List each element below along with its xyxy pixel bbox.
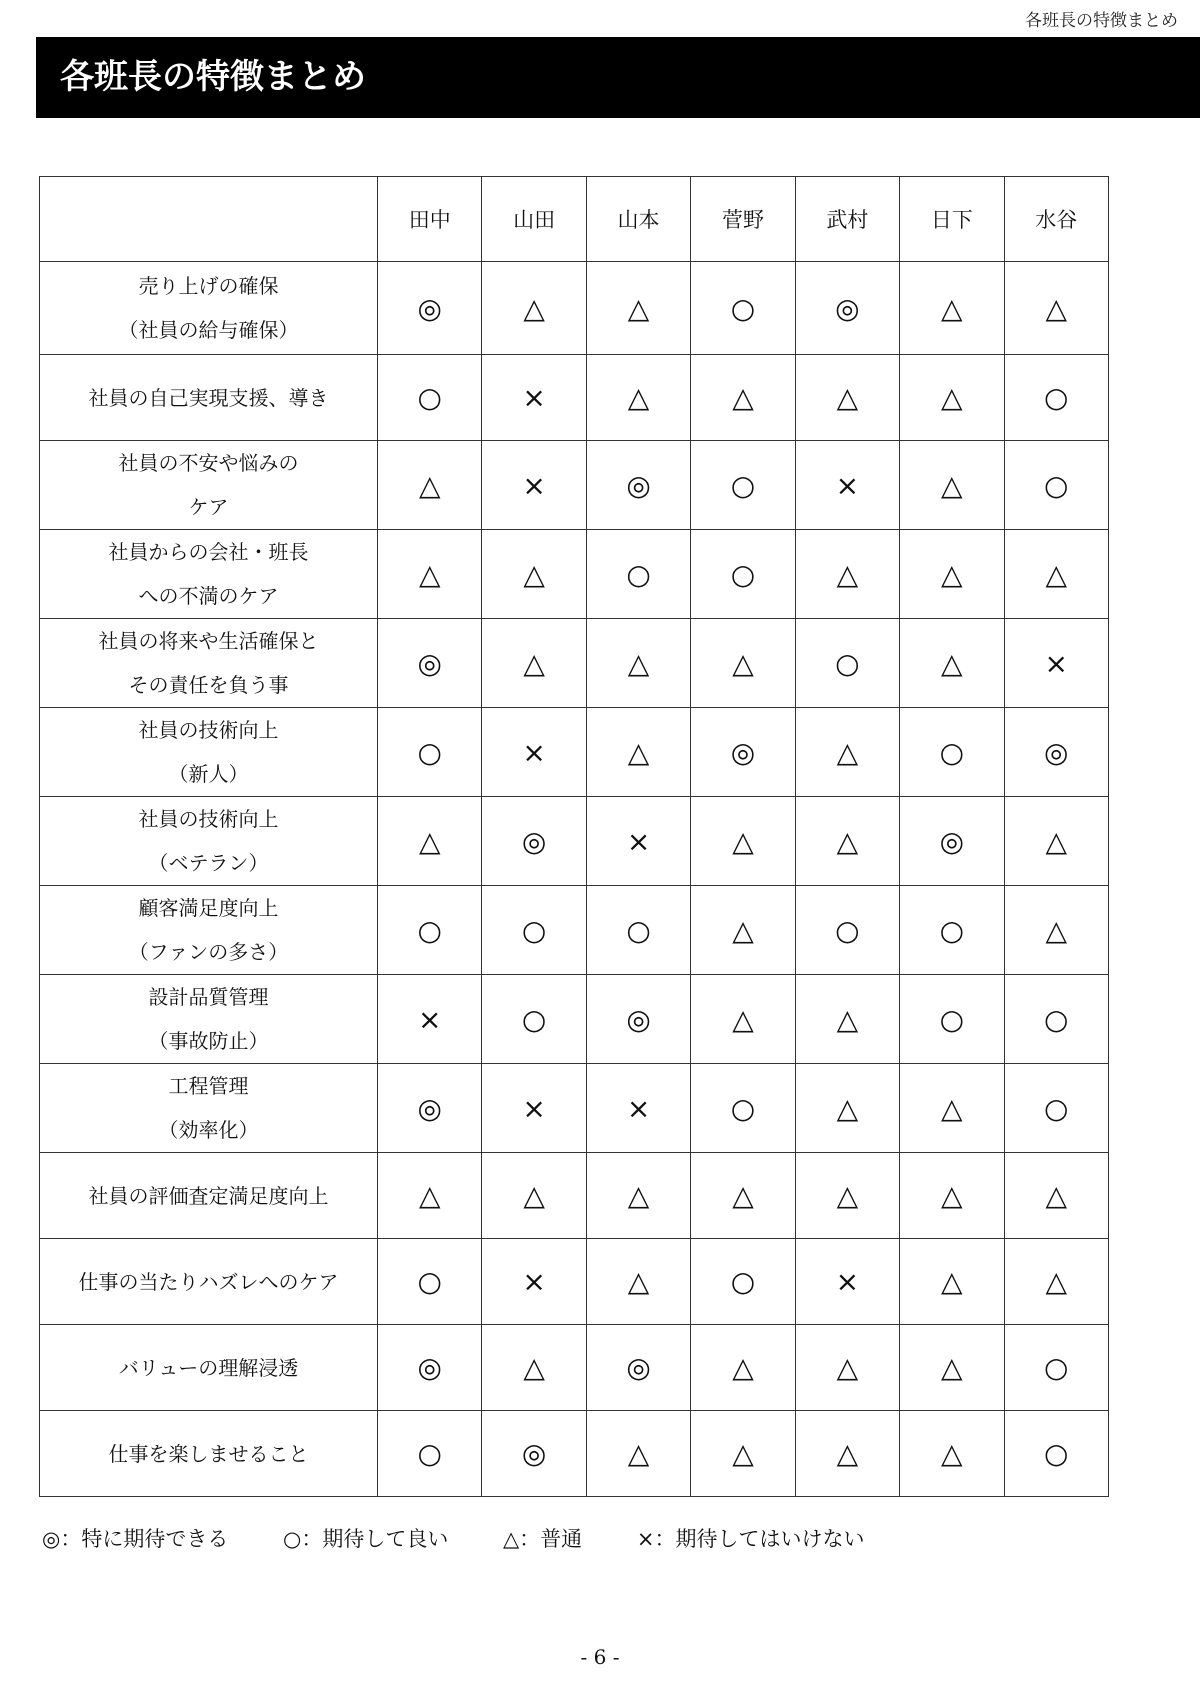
rating-mark: ○: [691, 1064, 795, 1153]
rating-mark: △: [1004, 1239, 1108, 1325]
rating-mark: ◎: [795, 262, 899, 355]
criteria-line: （ファンの多さ）: [128, 940, 289, 964]
rating-mark: △: [482, 262, 586, 355]
rating-mark: ○: [1004, 355, 1108, 441]
rating-mark: ○: [482, 886, 586, 975]
table-row: [40, 708, 1109, 797]
page-number: - 6 -: [580, 1645, 620, 1669]
rating-mark: △: [1004, 886, 1108, 975]
rating-mark: ◎: [378, 1325, 482, 1411]
rating-mark: ○: [378, 708, 482, 797]
leader-header: 田中: [378, 177, 482, 262]
criteria-line: 顧客満足度向上: [138, 896, 279, 920]
leader-header: 水谷: [1004, 177, 1108, 262]
rating-mark: ○: [586, 530, 690, 619]
rating-mark: △: [900, 1153, 1004, 1239]
legend-item: ×：期待してはいけない: [636, 1527, 865, 1551]
rating-mark: △: [795, 1064, 899, 1153]
criteria-line: 社員の将来や生活確保と: [98, 629, 319, 653]
criteria-cell: [40, 708, 378, 797]
table-row: [40, 619, 1109, 708]
rating-mark: ◎: [586, 1325, 690, 1411]
rating-mark: ○: [378, 1239, 482, 1325]
criteria-line: 仕事を楽しませること: [108, 1441, 309, 1466]
rating-mark: △: [482, 619, 586, 708]
rating-mark: △: [482, 1325, 586, 1411]
criteria-line: 仕事の当たりハズレへのケア: [78, 1269, 339, 1294]
rating-mark: △: [1004, 1153, 1108, 1239]
rating-mark: ×: [586, 1064, 690, 1153]
rating-mark: △: [795, 1411, 899, 1497]
rating-mark: △: [691, 1153, 795, 1239]
leader-header: 菅野: [691, 177, 795, 262]
rating-mark: ×: [795, 441, 899, 530]
rating-mark: ◎: [378, 262, 482, 355]
rating-mark: ○: [1004, 1064, 1108, 1153]
table-row: [40, 262, 1109, 355]
criteria-line: 社員からの会社・班長: [108, 540, 309, 564]
rating-mark: △: [900, 1325, 1004, 1411]
rating-mark: ○: [1004, 1325, 1108, 1411]
rating-mark: ○: [1004, 1411, 1108, 1497]
criteria-cell: [40, 975, 378, 1064]
rating-mark: ×: [482, 355, 586, 441]
table-row: [40, 1325, 1109, 1411]
rating-mark: ○: [691, 262, 795, 355]
legend-item: △：普通: [503, 1527, 583, 1551]
rating-mark: △: [795, 797, 899, 886]
rating-mark: ◎: [900, 797, 1004, 886]
rating-mark: ○: [900, 975, 1004, 1064]
rating-mark: △: [900, 262, 1004, 355]
criteria-line: バリューの理解浸透: [118, 1355, 299, 1380]
corner-cell: [40, 177, 378, 262]
legend: [42, 1523, 912, 1553]
criteria-line: 工程管理: [168, 1074, 249, 1098]
rating-mark: △: [900, 355, 1004, 441]
rating-mark: ◎: [378, 1064, 482, 1153]
rating-mark: △: [691, 355, 795, 441]
rating-mark: △: [586, 1153, 690, 1239]
rating-mark: △: [586, 708, 690, 797]
rating-mark: ×: [586, 797, 690, 886]
leader-header: 山本: [586, 177, 690, 262]
criteria-cell: [40, 262, 378, 355]
criteria-line: 売り上げの確保: [138, 274, 279, 298]
rating-mark: △: [586, 262, 690, 355]
table-row: [40, 1239, 1109, 1325]
criteria-line: （ベテラン）: [148, 851, 269, 875]
rating-mark: △: [900, 441, 1004, 530]
rating-mark: △: [482, 530, 586, 619]
table-row: [40, 797, 1109, 886]
rating-mark: △: [900, 1239, 1004, 1325]
table-row: [40, 441, 1109, 530]
table-row: [40, 975, 1109, 1064]
legend-item: ◎：特に期待できる: [42, 1527, 229, 1551]
rating-mark: △: [795, 530, 899, 619]
rating-mark: △: [795, 1153, 899, 1239]
criteria-line: 社員の不安や悩みの: [118, 451, 299, 475]
criteria-line: （新人）: [168, 762, 249, 786]
rating-mark: ×: [482, 708, 586, 797]
rating-mark: △: [586, 1411, 690, 1497]
rating-mark: ◎: [586, 975, 690, 1064]
table-row: [40, 1153, 1109, 1239]
rating-mark: △: [482, 1153, 586, 1239]
table-row: [40, 530, 1109, 619]
rating-mark: △: [586, 619, 690, 708]
rating-mark: ◎: [482, 1411, 586, 1497]
rating-mark: ○: [482, 975, 586, 1064]
rating-mark: △: [691, 797, 795, 886]
criteria-line: 設計品質管理: [148, 985, 269, 1009]
criteria-cell: [40, 619, 378, 708]
rating-mark: △: [900, 1064, 1004, 1153]
criteria-line: （社員の給与確保）: [118, 318, 299, 342]
running-header: 各班長の特徴まとめ: [1025, 11, 1178, 31]
rating-mark: ◎: [691, 708, 795, 797]
table-row: [40, 886, 1109, 975]
rating-mark: △: [795, 1325, 899, 1411]
criteria-cell: [40, 1153, 378, 1239]
leader-header: 山田: [482, 177, 586, 262]
criteria-line: （効率化）: [158, 1118, 259, 1142]
criteria-line: への不満のケア: [138, 584, 279, 608]
rating-mark: △: [900, 530, 1004, 619]
rating-mark: △: [691, 1411, 795, 1497]
rating-mark: △: [900, 619, 1004, 708]
rating-mark: △: [795, 975, 899, 1064]
criteria-line: ケア: [188, 495, 229, 519]
rating-mark: ×: [482, 1239, 586, 1325]
criteria-cell: [40, 1239, 378, 1325]
rating-mark: ○: [691, 441, 795, 530]
legend-item: ○：期待して良い: [283, 1527, 449, 1551]
rating-mark: ◎: [586, 441, 690, 530]
rating-mark: ○: [691, 530, 795, 619]
criteria-cell: [40, 355, 378, 441]
rating-mark: ×: [795, 1239, 899, 1325]
table-row: [40, 1064, 1109, 1153]
criteria-line: 社員の技術向上: [138, 718, 279, 742]
table-row: [40, 355, 1109, 441]
rating-mark: △: [1004, 262, 1108, 355]
rating-mark: △: [586, 1239, 690, 1325]
rating-mark: △: [1004, 530, 1108, 619]
rating-mark: △: [378, 1153, 482, 1239]
rating-mark: ×: [482, 441, 586, 530]
leader-header: 日下: [900, 177, 1004, 262]
criteria-cell: [40, 886, 378, 975]
rating-mark: △: [691, 886, 795, 975]
criteria-line: （事故防止）: [148, 1029, 269, 1053]
rating-mark: △: [795, 355, 899, 441]
table-row: [40, 1411, 1109, 1497]
criteria-cell: [40, 530, 378, 619]
rating-mark: ○: [378, 1411, 482, 1497]
rating-mark: ×: [378, 975, 482, 1064]
rating-mark: △: [378, 797, 482, 886]
rating-mark: ○: [378, 886, 482, 975]
rating-mark: △: [378, 530, 482, 619]
rating-mark: △: [691, 975, 795, 1064]
rating-mark: △: [691, 1325, 795, 1411]
rating-mark: △: [378, 441, 482, 530]
header-row: [40, 177, 1109, 262]
criteria-line: 社員の自己実現支援、導き: [88, 385, 329, 410]
evaluation-table: [39, 176, 1109, 1497]
criteria-cell: [40, 797, 378, 886]
rating-mark: ×: [482, 1064, 586, 1153]
criteria-line: 社員の技術向上: [138, 807, 279, 831]
rating-mark: ○: [586, 886, 690, 975]
criteria-cell: [40, 1064, 378, 1153]
rating-mark: ○: [795, 886, 899, 975]
criteria-line: その責任を負う事: [128, 673, 289, 697]
rating-mark: ○: [691, 1239, 795, 1325]
rating-mark: ×: [1004, 619, 1108, 708]
rating-mark: ○: [1004, 975, 1108, 1064]
rating-mark: ◎: [1004, 708, 1108, 797]
rating-mark: △: [691, 619, 795, 708]
rating-mark: △: [586, 355, 690, 441]
criteria-cell: [40, 1411, 378, 1497]
rating-mark: ○: [378, 355, 482, 441]
criteria-cell: [40, 1325, 378, 1411]
rating-mark: ○: [1004, 441, 1108, 530]
rating-mark: ◎: [378, 619, 482, 708]
rating-mark: ○: [900, 708, 1004, 797]
criteria-cell: [40, 441, 378, 530]
rating-mark: △: [900, 1411, 1004, 1497]
rating-mark: ○: [900, 886, 1004, 975]
page-title: 各班長の特徴まとめ: [36, 37, 1200, 118]
criteria-line: 社員の評価査定満足度向上: [88, 1183, 329, 1208]
leader-header: 武村: [795, 177, 899, 262]
rating-mark: ◎: [482, 797, 586, 886]
rating-mark: △: [1004, 797, 1108, 886]
rating-mark: △: [795, 708, 899, 797]
rating-mark: ○: [795, 619, 899, 708]
